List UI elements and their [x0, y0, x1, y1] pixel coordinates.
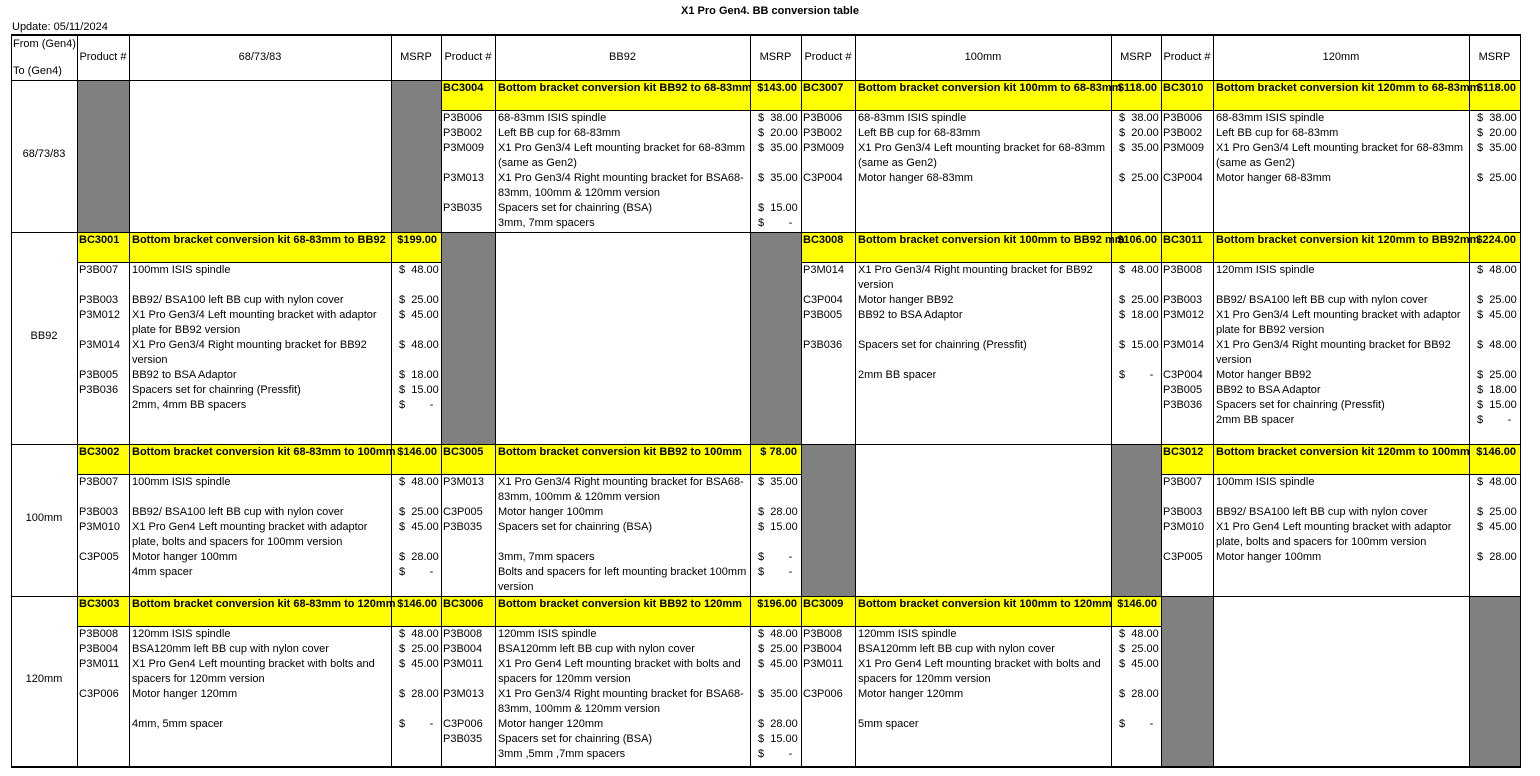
item-description: X1 Pro Gen4 Left mounting bracket with bolts and — [498, 658, 741, 670]
item-price: $ - — [1119, 369, 1154, 381]
item-description: 83mm, 100mm & 120mm version — [498, 703, 660, 715]
from-label: From (Gen4) — [13, 38, 76, 50]
kit-code: BC3007 — [803, 82, 844, 94]
grid-line-v — [1520, 34, 1521, 768]
item-price: $ 48.00 — [399, 264, 439, 276]
kit-description: Bottom bracket conversion kit 120mm to 100mm — [1216, 446, 1470, 458]
item-price: $ 45.00 — [399, 309, 439, 321]
kit-price: $196.00 — [757, 598, 797, 610]
kit-code: BC3003 — [79, 598, 120, 610]
item-description: BB92 to BSA Adaptor — [858, 309, 963, 321]
header-msrp: MSRP — [759, 51, 792, 63]
item-price: $ - — [758, 748, 793, 760]
item-price: $ 45.00 — [399, 521, 439, 533]
grid-line-v — [855, 34, 856, 768]
item-price: $ 48.00 — [1119, 264, 1159, 276]
kit-description: Bottom bracket conversion kit 100mm to 120mm — [858, 598, 1112, 610]
item-price: $ 28.00 — [1119, 688, 1159, 700]
item-description: Spacers set for chainring (BSA) — [498, 521, 653, 533]
grid-line-v — [129, 34, 130, 768]
item-description: X1 Pro Gen4 Left mounting bracket with bolts and — [132, 658, 375, 670]
kit-description: Bottom bracket conversion kit 68-83mm to 120mm — [132, 598, 396, 610]
product-code: P3M012 — [1163, 309, 1204, 321]
item-price: $ 15.00 — [758, 202, 798, 214]
item-description: 3mm, 7mm spacers — [498, 217, 595, 229]
header-group-0: 68/73/83 — [238, 51, 282, 63]
kit-code: BC3006 — [443, 598, 484, 610]
item-description: version — [858, 279, 894, 291]
item-description: X1 Pro Gen3/4 Left mounting bracket for 68-83mm — [498, 142, 746, 154]
product-code: P3B003 — [1163, 506, 1203, 518]
item-description: Motor hanger 100mm — [498, 506, 604, 518]
item-description: 100mm ISIS spindle — [132, 476, 231, 488]
item-price: $ 20.00 — [758, 127, 798, 139]
item-description: 100mm ISIS spindle — [132, 264, 231, 276]
product-code: C3P005 — [79, 551, 119, 563]
item-price: $ 25.00 — [1119, 172, 1159, 184]
item-price: $ 15.00 — [399, 384, 439, 396]
item-description: 2mm, 4mm BB spacers — [132, 399, 247, 411]
item-description: X1 Pro Gen3/4 Left mounting bracket with adaptor — [1216, 309, 1461, 321]
kit-price: $106.00 — [1117, 234, 1157, 246]
item-price: $ 25.00 — [1477, 369, 1517, 381]
item-price: $ 45.00 — [758, 658, 798, 670]
item-description: BSA120mm left BB cup with nylon cover — [498, 643, 695, 655]
empty-cell-msrp — [391, 80, 441, 232]
grid-line-v — [801, 34, 802, 768]
item-price: $ 25.00 — [1119, 643, 1159, 655]
item-price: $ 20.00 — [1119, 127, 1159, 139]
item-description: 83mm, 100mm & 120mm version — [498, 187, 660, 199]
item-description: 5mm spacer — [858, 718, 919, 730]
product-code: P3B007 — [1163, 476, 1203, 488]
item-price: $ 48.00 — [399, 476, 439, 488]
grid-line-v — [441, 34, 442, 768]
product-code: P3B036 — [1163, 399, 1203, 411]
item-price: $ 18.00 — [399, 369, 439, 381]
item-price: $ - — [1119, 718, 1154, 730]
item-price: $ 18.00 — [1119, 309, 1159, 321]
item-price: $ 35.00 — [758, 688, 798, 700]
kit-price: $146.00 — [397, 598, 437, 610]
grid-line-v — [1161, 34, 1162, 768]
item-description: X1 Pro Gen3/4 Left mounting bracket for 68-83mm — [858, 142, 1106, 154]
row-label: 68/73/83 — [22, 148, 66, 160]
empty-cell-msrp — [1111, 444, 1161, 596]
item-price: $ 35.00 — [1477, 142, 1517, 154]
update-date: Update: 05/11/2024 — [12, 21, 108, 33]
product-code: P3M012 — [79, 309, 120, 321]
item-price: $ - — [758, 217, 793, 229]
page-title: X1 Pro Gen4. BB conversion table — [681, 5, 859, 17]
item-description: Motor hanger 100mm — [132, 551, 238, 563]
item-price: $ - — [758, 551, 793, 563]
item-price: $ 20.00 — [1477, 127, 1517, 139]
item-description: BB92/ BSA100 left BB cup with nylon cover — [1216, 294, 1428, 306]
item-description: Motor hanger 68-83mm — [858, 172, 973, 184]
product-code: P3M014 — [79, 339, 120, 351]
product-code: P3M009 — [803, 142, 844, 154]
kit-price: $199.00 — [397, 234, 437, 246]
item-price: $ 38.00 — [758, 112, 798, 124]
item-price: $ 35.00 — [758, 476, 798, 488]
item-price: $ 28.00 — [399, 688, 439, 700]
product-code: P3B003 — [79, 294, 119, 306]
kit-code: BC3002 — [79, 446, 120, 458]
product-code: P3B003 — [1163, 294, 1203, 306]
header-product: Product # — [79, 51, 127, 63]
item-description: X1 Pro Gen3/4 Left mounting bracket with adaptor — [132, 309, 377, 321]
item-description: spacers for 120mm version — [498, 673, 631, 685]
grid-line-v — [1213, 34, 1214, 768]
item-price: $ 48.00 — [1477, 264, 1517, 276]
item-description: X1 Pro Gen4 Left mounting bracket with bolts and — [858, 658, 1101, 670]
item-description: Left BB cup for 68-83mm — [1216, 127, 1339, 139]
product-code: P3B002 — [803, 127, 843, 139]
kit-price: $146.00 — [397, 446, 437, 458]
to-label: To (Gen4) — [13, 65, 62, 77]
item-description: spacers for 120mm version — [132, 673, 265, 685]
kit-description: Bottom bracket conversion kit BB92 to 120mm — [498, 598, 742, 610]
product-code: P3B002 — [443, 127, 483, 139]
item-price: $ 25.00 — [1477, 294, 1517, 306]
empty-cell-code — [441, 232, 495, 444]
item-price: $ 48.00 — [399, 628, 439, 640]
kit-price: $118.00 — [1117, 82, 1157, 94]
empty-cell-code — [77, 80, 129, 232]
product-code: P3M013 — [443, 688, 484, 700]
product-code: P3B004 — [803, 643, 843, 655]
item-description: BB92/ BSA100 left BB cup with nylon cover — [132, 506, 344, 518]
product-code: P3M010 — [1163, 521, 1204, 533]
item-price: $ 25.00 — [399, 506, 439, 518]
header-product: Product # — [444, 51, 492, 63]
header-group-2: 100mm — [964, 51, 1002, 63]
kit-price: $118.00 — [1476, 82, 1516, 94]
kit-price: $143.00 — [757, 82, 797, 94]
product-code: C3P004 — [803, 172, 843, 184]
row-label: 120mm — [25, 673, 63, 685]
product-code: C3P004 — [1163, 369, 1203, 381]
grid-line-v — [77, 34, 78, 768]
product-code: C3P004 — [803, 294, 843, 306]
grid-line-v — [1111, 34, 1112, 768]
item-description: 2mm BB spacer — [858, 369, 937, 381]
kit-description: Bottom bracket conversion kit 68-83mm to BB92 — [132, 234, 386, 246]
kit-description: Bottom bracket conversion kit 68-83mm to 100mm — [132, 446, 396, 458]
product-code: P3B003 — [79, 506, 119, 518]
product-code: P3B008 — [803, 628, 843, 640]
item-price: $ - — [1477, 414, 1512, 426]
item-price: $ 25.00 — [1119, 294, 1159, 306]
item-price: $ 25.00 — [399, 294, 439, 306]
item-description: Motor hanger 120mm — [858, 688, 964, 700]
grid-line-v — [495, 34, 496, 768]
kit-code: BC3009 — [803, 598, 844, 610]
item-price: $ 35.00 — [758, 142, 798, 154]
item-description: BB92/ BSA100 left BB cup with nylon cover — [1216, 506, 1428, 518]
item-price: $ - — [399, 566, 434, 578]
item-description: plate for BB92 version — [132, 324, 241, 336]
kit-description: Bottom bracket conversion kit 120mm to 68-83mm — [1216, 82, 1480, 94]
item-description: 68-83mm ISIS spindle — [1216, 112, 1325, 124]
item-description: X1 Pro Gen3/4 Right mounting bracket for BSA68- — [498, 688, 744, 700]
item-description: 100mm ISIS spindle — [1216, 476, 1315, 488]
product-code: P3B035 — [443, 733, 483, 745]
row-label: BB92 — [30, 330, 58, 342]
product-code: C3P005 — [443, 506, 483, 518]
item-price: $ 28.00 — [399, 551, 439, 563]
product-code: P3B006 — [803, 112, 843, 124]
empty-cell-code — [801, 444, 855, 596]
product-code: P3M010 — [79, 521, 120, 533]
product-code: P3B006 — [1163, 112, 1203, 124]
product-code: P3M011 — [79, 658, 120, 670]
grid-line-v — [391, 34, 392, 768]
product-code: P3B005 — [803, 309, 843, 321]
product-code: P3B005 — [1163, 384, 1203, 396]
header-msrp: MSRP — [1478, 51, 1511, 63]
item-description: 83mm, 100mm & 120mm version — [498, 491, 660, 503]
item-description: 120mm ISIS spindle — [1216, 264, 1315, 276]
kit-price: $146.00 — [1117, 598, 1157, 610]
item-price: $ 45.00 — [1119, 658, 1159, 670]
item-price: $ 48.00 — [1119, 628, 1159, 640]
kit-code: BC3005 — [443, 446, 484, 458]
item-description: Left BB cup for 68-83mm — [858, 127, 981, 139]
item-price: $ 35.00 — [1119, 142, 1159, 154]
item-description: X1 Pro Gen3/4 Right mounting bracket for BSA68- — [498, 476, 744, 488]
kit-separator-line — [1161, 110, 1520, 111]
header-product: Product # — [804, 51, 852, 63]
item-description: version — [498, 581, 534, 593]
item-price: $ 48.00 — [758, 628, 798, 640]
empty-cell-code — [1161, 596, 1213, 766]
kit-code: BC3004 — [443, 82, 484, 94]
header-msrp: MSRP — [1120, 51, 1152, 63]
grid-line-v — [1469, 34, 1470, 768]
item-description: Spacers set for chainring (BSA) — [498, 202, 653, 214]
kit-price: $146.00 — [1476, 446, 1516, 458]
kit-description: Bottom bracket conversion kit 120mm to BB92mm — [1216, 234, 1480, 246]
item-description: Spacers set for chainring (Pressfit) — [132, 384, 301, 396]
product-code: P3B007 — [79, 476, 119, 488]
product-code: P3M009 — [443, 142, 484, 154]
header-group-1: BB92 — [609, 51, 636, 63]
item-description: X1 Pro Gen4 Left mounting bracket with adaptor — [132, 521, 368, 533]
item-description: 2mm BB spacer — [1216, 414, 1295, 426]
item-price: $ 35.00 — [758, 172, 798, 184]
product-code: P3M009 — [1163, 142, 1204, 154]
item-description: BSA120mm left BB cup with nylon cover — [858, 643, 1055, 655]
item-description: 3mm ,5mm ,7mm spacers — [498, 748, 626, 760]
item-description: X1 Pro Gen3/4 Right mounting bracket for BSA68- — [498, 172, 744, 184]
kit-code: BC3011 — [1163, 234, 1203, 246]
item-price: $ 28.00 — [758, 718, 798, 730]
item-description: Motor hanger 68-83mm — [1216, 172, 1331, 184]
product-code: C3P004 — [1163, 172, 1203, 184]
kit-separator-line — [1161, 262, 1520, 263]
product-code: P3B036 — [79, 384, 119, 396]
item-price: $ - — [399, 399, 434, 411]
header-msrp: MSRP — [400, 51, 432, 63]
kit-price: $224.00 — [1476, 234, 1516, 246]
kit-description: Bottom bracket conversion kit 100mm to 68-83mm — [858, 82, 1122, 94]
item-price: $ 48.00 — [1477, 339, 1517, 351]
item-description: (same as Gen2) — [858, 157, 937, 169]
item-price: $ 25.00 — [1477, 506, 1517, 518]
grid-line-h — [11, 766, 1521, 768]
item-price: $ 45.00 — [1477, 521, 1517, 533]
product-code: P3B008 — [79, 628, 119, 640]
item-price: $ 48.00 — [1477, 476, 1517, 488]
empty-cell-msrp — [750, 232, 801, 444]
header-group-3: 120mm — [1322, 51, 1360, 63]
item-description: 120mm ISIS spindle — [132, 628, 231, 640]
item-price: $ 48.00 — [399, 339, 439, 351]
item-description: X1 Pro Gen4 Left mounting bracket with adaptor — [1216, 521, 1452, 533]
product-code: P3B002 — [1163, 127, 1203, 139]
item-description: Bolts and spacers for left mounting bracket 100mm — [498, 566, 747, 578]
item-description: Spacers set for chainring (Pressfit) — [1216, 399, 1385, 411]
product-code: P3B035 — [443, 202, 483, 214]
kit-description: Bottom bracket conversion kit BB92 to 68-83mm — [498, 82, 752, 94]
item-price: $ 15.00 — [758, 521, 798, 533]
item-description: plate, bolts and spacers for 100mm version — [1216, 536, 1427, 548]
product-code: P3B004 — [79, 643, 119, 655]
kit-price: $ 78.00 — [760, 446, 797, 458]
item-description: X1 Pro Gen3/4 Right mounting bracket for BB92 — [132, 339, 367, 351]
item-description: 4mm spacer — [132, 566, 193, 578]
product-code: P3M011 — [803, 658, 844, 670]
item-price: $ 38.00 — [1477, 112, 1517, 124]
item-description: X1 Pro Gen3/4 Right mounting bracket for BB92 — [1216, 339, 1451, 351]
item-price: $ - — [758, 566, 793, 578]
item-price: $ 38.00 — [1119, 112, 1159, 124]
product-code: P3M013 — [443, 476, 484, 488]
item-description: 68-83mm ISIS spindle — [858, 112, 967, 124]
item-description: 68-83mm ISIS spindle — [498, 112, 607, 124]
item-description: X1 Pro Gen3/4 Left mounting bracket for 68-83mm — [1216, 142, 1464, 154]
grid-line-v — [750, 34, 751, 768]
product-code: P3B035 — [443, 521, 483, 533]
item-description: Left BB cup for 68-83mm — [498, 127, 621, 139]
item-price: $ 25.00 — [758, 643, 798, 655]
item-price: $ 15.00 — [1477, 399, 1517, 411]
item-description: (same as Gen2) — [498, 157, 577, 169]
product-code: P3M011 — [443, 658, 484, 670]
item-description: BSA120mm left BB cup with nylon cover — [132, 643, 329, 655]
kit-code: BC3008 — [803, 234, 844, 246]
product-code: P3B006 — [443, 112, 483, 124]
product-code: P3B008 — [443, 628, 483, 640]
product-code: C3P005 — [1163, 551, 1203, 563]
product-code: C3P006 — [803, 688, 843, 700]
item-description: 4mm, 5mm spacer — [132, 718, 224, 730]
product-code: C3P006 — [443, 718, 483, 730]
item-price: $ - — [399, 718, 434, 730]
item-description: spacers for 120mm version — [858, 673, 991, 685]
item-price: $ 15.00 — [1119, 339, 1159, 351]
kit-code: BC3001 — [79, 234, 120, 246]
product-code: P3B005 — [79, 369, 119, 381]
item-description: BB92 to BSA Adaptor — [1216, 384, 1321, 396]
product-code: P3M014 — [803, 264, 844, 276]
item-description: Motor hanger 120mm — [132, 688, 238, 700]
item-price: $ 28.00 — [1477, 551, 1517, 563]
item-description: X1 Pro Gen3/4 Right mounting bracket for BB92 — [858, 264, 1093, 276]
item-description: Motor hanger BB92 — [858, 294, 954, 306]
item-price: $ 18.00 — [1477, 384, 1517, 396]
kit-description: Bottom bracket conversion kit 100mm to BB92 mm — [858, 234, 1125, 246]
kit-code: BC3012 — [1163, 446, 1204, 458]
item-description: Spacers set for chainring (BSA) — [498, 733, 653, 745]
item-price: $ 25.00 — [399, 643, 439, 655]
product-code: P3M014 — [1163, 339, 1204, 351]
header-product: Product # — [1163, 51, 1211, 63]
grid-line-v — [11, 34, 12, 768]
row-label: 100mm — [25, 512, 63, 524]
kit-code: BC3010 — [1163, 82, 1204, 94]
product-code: P3M013 — [443, 172, 484, 184]
item-description: version — [1216, 354, 1252, 366]
item-description: Motor hanger 120mm — [498, 718, 604, 730]
item-description: 3mm, 7mm spacers — [498, 551, 595, 563]
product-code: C3P006 — [79, 688, 119, 700]
product-code: P3B007 — [79, 264, 119, 276]
item-price: $ 28.00 — [758, 506, 798, 518]
item-description: 120mm ISIS spindle — [858, 628, 957, 640]
item-description: plate, bolts and spacers for 100mm version — [132, 536, 343, 548]
item-price: $ 45.00 — [1477, 309, 1517, 321]
item-description: version — [132, 354, 168, 366]
item-description: 120mm ISIS spindle — [498, 628, 597, 640]
item-price: $ 45.00 — [399, 658, 439, 670]
product-code: P3B008 — [1163, 264, 1203, 276]
item-description: plate for BB92 version — [1216, 324, 1325, 336]
item-price: $ 15.00 — [758, 733, 798, 745]
kit-description: Bottom bracket conversion kit BB92 to 100mm — [498, 446, 742, 458]
product-code: P3B004 — [443, 643, 483, 655]
empty-cell-msrp — [1469, 596, 1520, 766]
item-description: (same as Gen2) — [1216, 157, 1295, 169]
item-price: $ 25.00 — [1477, 172, 1517, 184]
item-description: BB92 to BSA Adaptor — [132, 369, 237, 381]
item-description: BB92/ BSA100 left BB cup with nylon cover — [132, 294, 344, 306]
item-description: Spacers set for chainring (Pressfit) — [858, 339, 1027, 351]
product-code: P3B036 — [803, 339, 843, 351]
kit-separator-line — [1161, 474, 1520, 475]
item-description: Motor hanger BB92 — [1216, 369, 1312, 381]
item-description: Motor hanger 100mm — [1216, 551, 1322, 563]
